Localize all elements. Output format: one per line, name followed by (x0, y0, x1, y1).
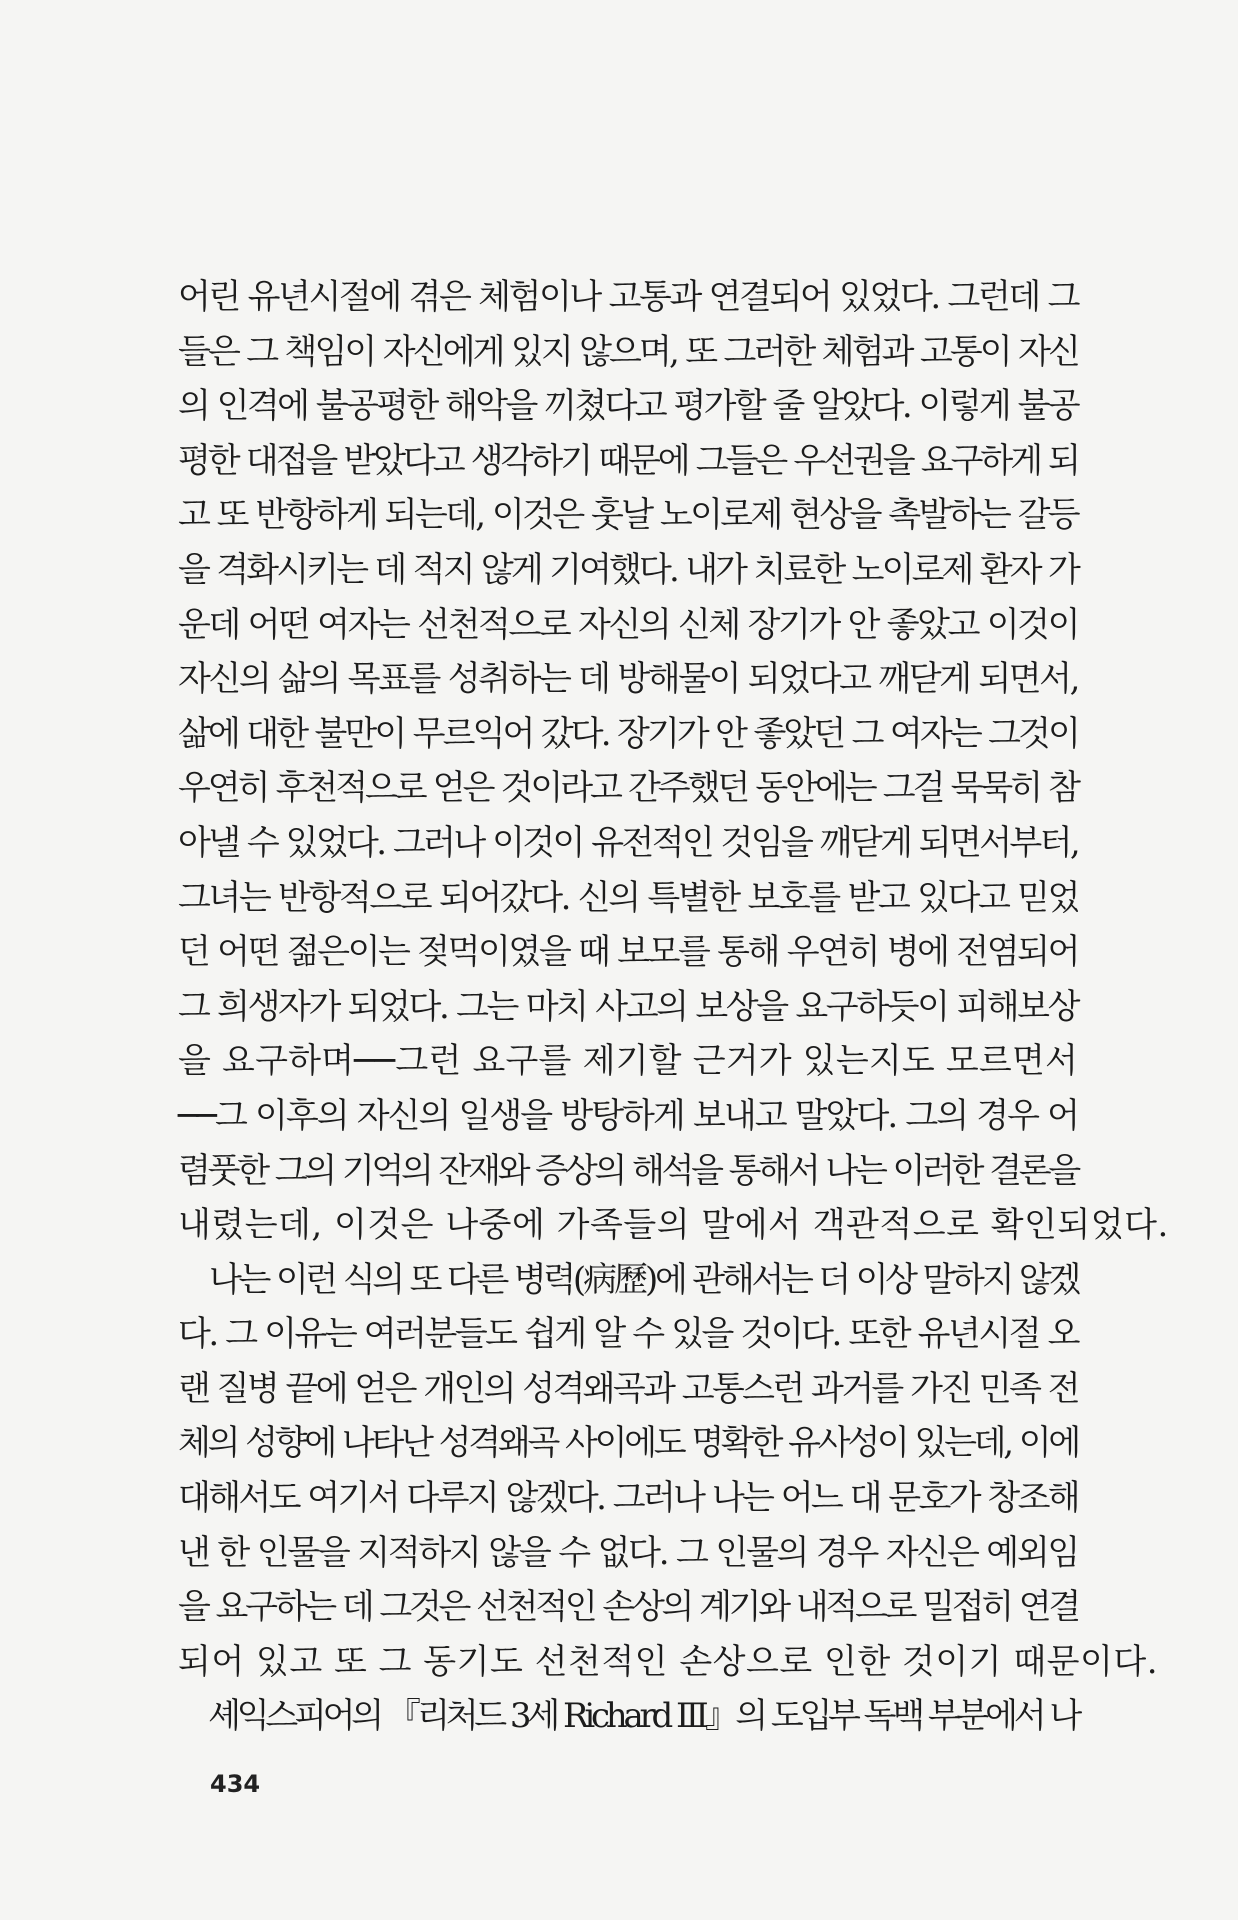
text-line: 체의 성향에 나타난 성격왜곡 사이에도 명확한 유사성이 있는데, 이에 (178, 1423, 1078, 1464)
text-line: 평한 대접을 받았다고 생각하기 때문에 그들은 우선권을 요구하게 되 (178, 440, 1078, 481)
text-line: 들은 그 책임이 자신에게 있지 않으며, 또 그러한 체험과 고통이 자신 (178, 331, 1078, 372)
text-line: 을 격화시키는 데 적지 않게 기여했다. 내가 치료한 노이로제 환자 가 (178, 549, 1078, 590)
text-line: 다. 그 이유는 여러분들도 쉽게 알 수 있을 것이다. 또한 유년시절 오 (178, 1314, 1078, 1355)
text-line: 낸 한 인물을 지적하지 않을 수 없다. 그 인물의 경우 자신은 예외임 (178, 1532, 1078, 1573)
text-line: 운데 어떤 여자는 선천적으로 자신의 신체 장기가 안 좋았고 이것이 (178, 604, 1078, 645)
text-line: 되어 있고 또 그 동기도 선천적인 손상으로 인한 것이기 때문이다. (178, 1641, 1159, 1682)
text-line: 어린 유년시절에 겪은 체험이나 고통과 연결되어 있었다. 그런데 그 (178, 277, 1078, 317)
text-line: 대해서도 여기서 다루지 않겠다. 그러나 나는 어느 대 문호가 창조해 (178, 1478, 1078, 1519)
text-line: 을 요구하며──그런 요구를 제기할 근거가 있는지도 모르면서 (178, 1041, 1078, 1082)
text-line: 렴풋한 그의 기억의 잔재와 증상의 해석을 통해서 나는 이러한 결론을 (178, 1150, 1078, 1191)
text-line: 그녀는 반항적으로 되어갔다. 신의 특별한 보호를 받고 있다고 믿었 (178, 877, 1078, 918)
text-line: ──그 이후의 자신의 일생을 방탕하게 보내고 말았다. 그의 경우 어 (178, 1095, 1078, 1136)
text-line: 우연히 후천적으로 얻은 것이라고 간주했던 동안에는 그걸 묵묵히 참 (178, 768, 1078, 809)
text-line: 내렸는데, 이것은 나중에 가족들의 말에서 객관적으로 확인되었다. (178, 1205, 1169, 1246)
text-line: 을 요구하는 데 그것은 선천적인 손상의 계기와 내적으로 밀접히 연결 (178, 1587, 1078, 1628)
page-number: 434 (210, 1770, 261, 1798)
text-line: 던 어떤 젊은이는 젖먹이였을 때 보모를 통해 우연히 병에 전염되어 (178, 932, 1078, 973)
text-line: 고 또 반항하게 되는데, 이것은 훗날 노이로제 현상을 촉발하는 갈등 (178, 495, 1078, 536)
text-line: 삶에 대한 불만이 무르익어 갔다. 장기가 안 좋았던 그 여자는 그것이 (178, 713, 1078, 754)
text-line: 랜 질병 끝에 얻은 개인의 성격왜곡과 고통스런 과거를 가진 민족 전 (178, 1368, 1078, 1409)
text-line: 의 인격에 불공평한 해악을 끼쳤다고 평가할 줄 알았다. 이렇게 불공 (178, 386, 1078, 427)
text-line: 자신의 삶의 목표를 성취하는 데 방해물이 되었다고 깨닫게 되면서, (178, 659, 1078, 700)
text-line: 셰익스피어의 『리처드 3세 Richard Ⅲ』의 도입부 독백 부분에서 나 (178, 1696, 1078, 1737)
body-text (178, 270, 1169, 1744)
text-line: 아낼 수 있었다. 그러나 이것이 유전적인 것임을 깨닫게 되면서부터, (178, 822, 1078, 863)
text-line: 그 희생자가 되었다. 그는 마치 사고의 보상을 요구하듯이 피해보상 (178, 986, 1078, 1027)
text-line: 나는 이런 식의 또 다른 병력(病歷)에 관해서는 더 이상 말하지 않겠 (178, 1259, 1078, 1300)
